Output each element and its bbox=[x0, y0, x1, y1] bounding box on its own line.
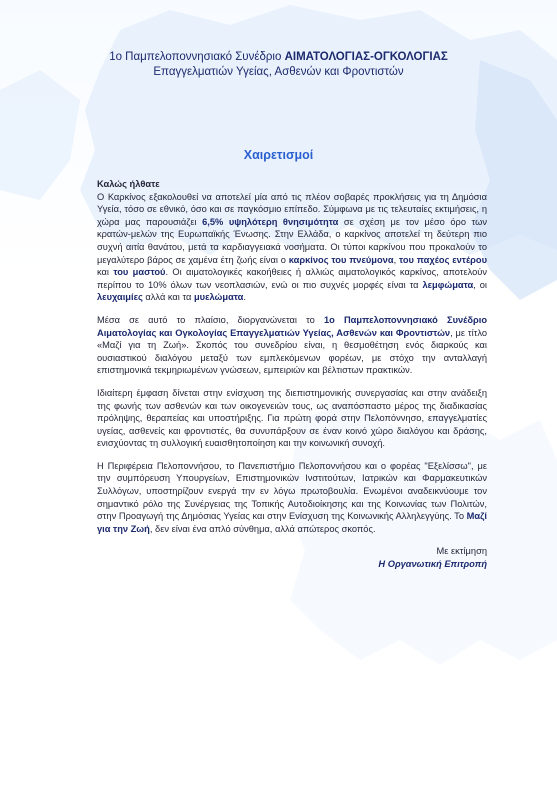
header-title-bold: ΑΙΜΑΤΟΛΟΓΙΑΣ-ΟΓΚΟΛΟΓΙΑΣ bbox=[284, 51, 448, 63]
map-shape-left bbox=[0, 70, 80, 200]
header-subtitle: Επαγγελματιών Υγείας, Ασθενών και Φροντιστών bbox=[153, 66, 404, 78]
p1-text-3: , bbox=[393, 254, 399, 265]
p2-bold-1: 1ο Παμπελοποννησιακό Συνέδριο Αιματολογίας και Ογκολογίας Επαγγελματιών Υγείας, Ασθενών και Φροντιστών bbox=[97, 314, 487, 338]
paragraph-4 bbox=[97, 460, 487, 536]
p1-bold-4: του μαστού bbox=[113, 267, 166, 278]
p4-bold-1: Μαζί για την Ζωή bbox=[97, 511, 487, 534]
letter-body bbox=[97, 178, 487, 571]
p4-text-1: Η Περιφέρεια Πελοποννήσου, το Πανεπιστήμιο Πελοποννήσου και ο φορέας "Εξελίσσω", με την συμπόρευση Υπουργείων, Επιστημονικών Ινστιτούτων, Ιατρικών και Φαρμακευτικών Συλλόγων, υποστηρίζουν ενεργά την εν λόγω πρωτοβουλία. Ενωμένοι αναδεικνύουμε τον σημαντικό ρόλο της Συνέργειας της Τοπικής Αυτοδιοίκησης και της Κοινωνίας των Πολιτών, στην Προαγωγή της Δημόσιας Υγείας και στην Ενίσχυση της Κοινωνικής Αλληλεγγύης. Το bbox=[97, 460, 487, 522]
p1-bold-5: λεμφώματα bbox=[422, 279, 474, 290]
welcome-heading: Καλώς ήλθατε bbox=[97, 179, 160, 189]
p4-text-2: , δεν είναι ένα απλό σύνθημα, αλλά απώτερος σκοπός. bbox=[149, 523, 376, 534]
p1-text-6: , οι bbox=[473, 279, 487, 290]
p2-text-1: Μέσα σε αυτό το πλαίσιο, διοργανώνεται το bbox=[97, 314, 324, 325]
signature-closing: Με εκτίμηση bbox=[436, 546, 487, 557]
p1-bold-2: καρκίνος του πνεύμονα bbox=[288, 254, 394, 265]
p1-text-5: . Οι αιματολογικές κακοήθειες ή αλλιώς αιματολογικός καρκίνος, αποτελούν περίπου το 10% όλων των νεοπλασιών, ενώ οι πιο συχνές μορφές είναι τα bbox=[97, 267, 488, 290]
paragraph-1 bbox=[97, 191, 487, 304]
p1-text-8: . bbox=[243, 292, 246, 303]
p1-text-1: Ο Καρκίνος εξακολουθεί να αποτελεί μία από τις πλέον σοβαρές προκλήσεις για τη Δημόσια Υγεία, τόσο σε εθνικό, όσο και σε παγκόσμιο επίπεδο. Σύμφωνα με τις τελευταίες εκτιμήσεις, η χώρα μας παρουσιάζει bbox=[97, 191, 487, 227]
signature-name: Η Οργανωτική Επιτροπή bbox=[378, 559, 487, 570]
header-title-prefix: 1ο Παμπελοποννησιακό Συνέδριο bbox=[109, 51, 285, 63]
signature-block bbox=[97, 545, 487, 570]
header-title-line bbox=[0, 50, 557, 65]
page-title: Χαιρετισμοί bbox=[243, 148, 314, 162]
paragraph-3: Ιδιαίτερη έμφαση δίνεται στην ενίσχυση της διεπιστημονικής συνεργασίας και στην ανάδειξη της φωνής των ασθενών και των οικογενειών τους, ως αναπόσπαστο μέρος της διαδικασίας πρόληψης, θεραπείας και υποστήριξης. Για πρώτη φορά στην Πελοπόννησο, επαγγελματίες υγείας, ασθενείς και φροντιστές, θα συνυπάρξουν σε έναν κοινό χώρο διαλόγου και δράσης, ενισχύοντας τη συλλογική ευαισθητοποίηση και την κοινωνική συνοχή. bbox=[97, 387, 487, 449]
p1-bold-7: μυελώματα bbox=[193, 292, 244, 303]
p1-text-4: και bbox=[97, 267, 114, 278]
paragraph-2 bbox=[97, 314, 487, 377]
p1-text-7: αλλά και τα bbox=[142, 292, 194, 303]
p1-bold-3: του παχέος εντέρου bbox=[398, 254, 487, 265]
conference-header bbox=[0, 50, 557, 80]
p1-bold-6: λευχαιμίες bbox=[97, 292, 143, 303]
p1-text-2: σε σχέση με τον μέσο όρο των κρατών-μελών της Ευρωπαϊκής Ένωσης. Στην Ελλάδα, ο καρκίνος αποτελεί τη δεύτερη πιο συχνή αιτία θανάτου, μετά τα καρδιαγγειακά νοσήματα. Οι τύποι καρκίνου που προκαλούν το μεγαλύτερο βάρος σε χαμένα έτη ζωής είναι ο bbox=[97, 216, 488, 265]
p2-text-2: , με τίτλο «Μαζί για τη Ζωή». Σκοπός του συνεδρίου είναι, η θεσμοθέτηση ενός διαρκούς και ουσιαστικού διαλόγου μεταξύ των εμπλεκόμενων φορέων, με στόχο την ανταλλαγή επιστημονικά τεκμηριωμένων γνώσεων, εμπειριών και βέλτιστων πρακτικών. bbox=[97, 327, 488, 376]
p1-bold-1: 6,5% υψηλότερη θνησιμότητα bbox=[202, 216, 339, 227]
